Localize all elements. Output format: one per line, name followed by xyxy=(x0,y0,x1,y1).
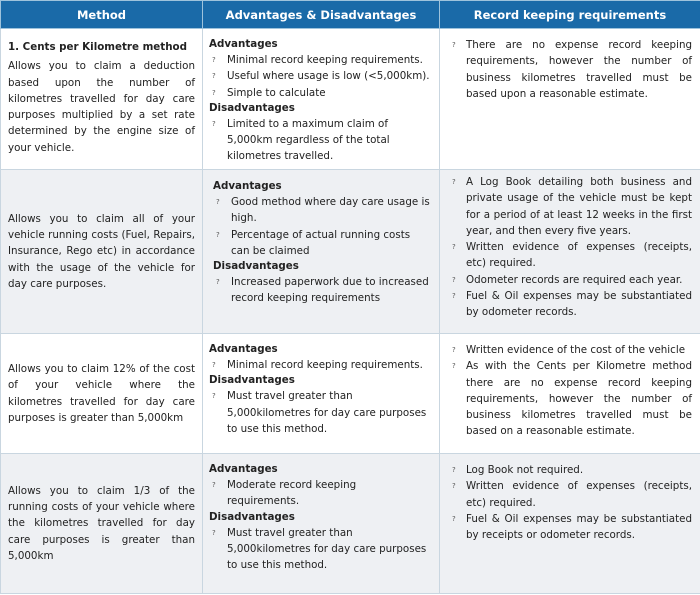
bullet-icon: ? xyxy=(452,514,456,523)
list-item: ? Log Book not required. xyxy=(449,462,692,478)
table-row xyxy=(1,454,700,594)
records-column-header: Record keeping requirements xyxy=(440,1,700,29)
advantages-cell xyxy=(203,334,440,454)
list-item: ? As with the Cents per Kilometre method there are no expense record keeping requirements, however the number of business kilometres travelled must be based on a reasonable estimate. xyxy=(452,360,692,438)
bullet-icon: ? xyxy=(212,392,216,401)
list-item: ? Written evidence of expenses (receipts, etc) required. xyxy=(452,480,692,509)
list-item: ? Percentage of actual running costs can be claimed xyxy=(216,228,411,257)
header-row xyxy=(1,1,700,29)
list-item: ? Minimal record keeping requirements. xyxy=(209,357,433,373)
bullet-icon: ? xyxy=(216,198,220,206)
method-description: Allows you to claim a deduction based upon the number of kilometres travelled for day care purposes multiplied by a set rate determined by the engine size of your vehicle. xyxy=(8,60,195,154)
disadvantages-heading: Disadvantages xyxy=(213,260,299,273)
method-cell xyxy=(1,334,203,454)
bullet-icon: ? xyxy=(452,466,456,474)
method-cell xyxy=(1,170,203,334)
advantages-heading: Advantages xyxy=(209,463,278,475)
advantages-cell xyxy=(203,29,440,170)
list-item: ? Written evidence of expenses (receipts, etc) required. xyxy=(452,241,692,270)
list-item: ? Fuel & Oil expenses may be substantiated by odometer records. xyxy=(452,290,692,319)
disadvantages-heading: Disadvantages xyxy=(209,101,295,114)
bullet-icon: ? xyxy=(212,88,216,97)
list-item: ? Simple to calculate xyxy=(209,85,433,101)
bullet-icon: ? xyxy=(452,362,456,371)
method-title: 1. Cents per Kilometre method xyxy=(8,41,187,53)
method-description: Allows you to claim 1/3 of the running costs of your vehicle where the kilometres travelled for day care purposes is greater than 5,000km xyxy=(8,484,195,562)
bullet-icon: ? xyxy=(212,481,216,489)
table-row xyxy=(1,170,700,334)
advantages-cell xyxy=(203,170,440,334)
method-description: Allows you to claim 12% of the cost of your vehicle where the kilometres travelled for day care purposes is greater than 5,000km xyxy=(8,362,195,424)
list-item: ? Fuel & Oil expenses may be substantiated by receipts or odometer records. xyxy=(452,512,692,542)
list-item: ? Must travel greater than 5,000kilometres for day care purposes to use this method. xyxy=(212,526,427,572)
disadvantages-heading: Disadvantages xyxy=(209,374,295,387)
list-item: ? Must travel greater than 5,000kilometres for day care purposes to use this method. xyxy=(212,390,427,435)
bullet-icon: ? xyxy=(452,292,456,301)
list-item: ? Limited to a maximum claim of 5,000km regardless of the total kilometres travelled. xyxy=(212,117,390,163)
bullet-icon: ? xyxy=(216,230,220,239)
bullet-icon: ? xyxy=(216,278,220,287)
advantages-cell xyxy=(203,454,440,594)
list-item: ? Moderate record keeping requirements. xyxy=(212,479,357,508)
bullet-icon: ? xyxy=(212,72,216,81)
bullet-icon: ? xyxy=(452,346,456,354)
method-description: Allows you to claim all of your vehicle running costs (Fuel, Repairs, Insurance, Rego etc) in accordance with the usage of the vehicle for day care purposes. xyxy=(8,212,195,290)
advantages-heading: Advantages xyxy=(209,343,278,355)
list-item: ? There are no expense record keeping requirements, however the number of business kilometres travelled must be based upon a reasonable estimate. xyxy=(452,39,692,100)
list-item: ? Good method where day care usage is high. xyxy=(216,196,430,225)
bullet-icon: ? xyxy=(452,178,456,186)
list-item: ? Odometer records are required each year. xyxy=(449,272,692,288)
bullet-icon: ? xyxy=(212,56,216,64)
advantages-column-header: Advantages & Disadvantages xyxy=(203,1,440,29)
bullet-icon: ? xyxy=(212,528,216,537)
list-item: ? Useful where usage is low (<5,000km). xyxy=(209,68,433,84)
bullet-icon: ? xyxy=(452,482,456,491)
records-cell xyxy=(440,334,700,454)
records-cell xyxy=(440,454,700,594)
list-item: ? Increased paperwork due to increased record keeping requirements xyxy=(216,276,429,305)
list-item: ? Minimal record keeping requirements. xyxy=(209,52,433,68)
records-cell xyxy=(440,170,700,334)
table-row xyxy=(1,334,700,454)
bullet-icon: ? xyxy=(452,275,456,284)
advantages-heading: Advantages xyxy=(209,38,278,50)
bullet-icon: ? xyxy=(212,119,216,128)
list-item: ? Written evidence of the cost of the vehicle xyxy=(449,342,692,358)
table-row xyxy=(1,29,700,170)
bullet-icon: ? xyxy=(452,41,456,49)
advantages-heading: Advantages xyxy=(213,180,282,192)
bullet-icon: ? xyxy=(212,361,216,369)
method-column-header: Method xyxy=(1,1,203,29)
records-cell xyxy=(440,29,700,170)
list-item: ? A Log Book detailing both business and private usage of the vehicle must be kept for a period of at least 12 weeks in the first year, and then every five years. xyxy=(452,176,692,237)
disadvantages-heading: Disadvantages xyxy=(209,510,295,523)
bullet-icon: ? xyxy=(452,243,456,252)
method-cell xyxy=(1,454,203,594)
method-cell xyxy=(1,29,203,170)
